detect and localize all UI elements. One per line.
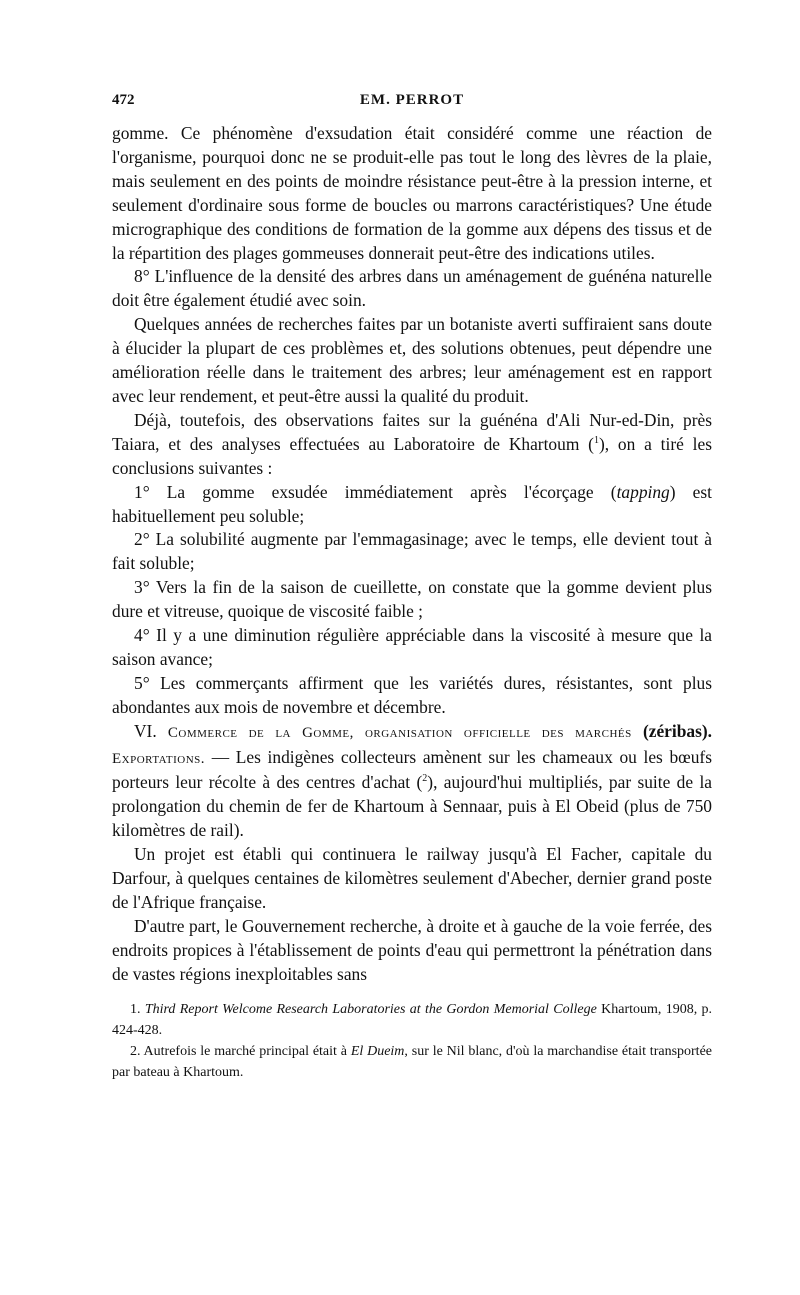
paragraph: gomme. Ce phénomène d'exsudation était considéré comme une réaction de l'organisme, pourquoi donc ne se produit-elle pas tout le long des lèvres de la plaie, mais seulement en des points de moindre résistance peut-être à la pression interne, et seulement d'ordinaire sous forme de boucles ou marrons caractéristiques? Une étude micrographique des conditions de formation de la gomme aux dépens des tissus et de la répartition des plages gommeuses donnerait peut-être des indications utiles.	[112, 123, 712, 263]
footnote-text: 2. Autrefois le marché principal était à	[130, 1043, 351, 1059]
footnote-ref: 1	[593, 434, 599, 446]
section-number: VI.	[134, 720, 157, 741]
running-title: EM. PERROT	[359, 92, 465, 108]
paragraph-text: ), aujourd'hui multipliés, par suite de la prolongation du chemin de fer de Khartoum à Sennaar, puis à El Obeid (plus de 750 kilomètres de rail).	[112, 772, 712, 841]
footnote	[112, 1041, 712, 1083]
section-paragraph	[112, 720, 712, 844]
paragraph: D'autre part, le Gouvernement recherche, à droite et à gauche de la voie ferrée, des endroits propices à l'établissement de points d'eau qui permettront la pénétration dans de vastes régions inexploitables sans	[112, 915, 712, 984]
footnote-number: 1.	[130, 1001, 145, 1017]
paragraph: Quelques années de recherches faites par un botaniste averti suffiraient sans doute à élucider la plupart de ces problèmes et, des solutions obtenues, peut dépendre une amélioration réelle dans le traitement des arbres; leur aménagement est en rapport avec leur rendement, et peut-être aussi la qualité du produit.	[112, 314, 712, 406]
footnote-text: , sur le Nil blanc, d'où la marchandise était transportée par bateau à Khartoum.	[112, 1043, 712, 1080]
paragraph: Un projet est établi qui continuera le railway jusqu'à El Facher, capitale du Darfour, à quelques centaines de kilomètres seulement d'Abecher, dernier grand poste de l'Afrique française.	[112, 844, 712, 912]
footnote-text: Khartoum, 1908, p. 424-428.	[112, 1001, 713, 1038]
paragraph	[112, 409, 712, 481]
page-number: 472	[112, 92, 135, 108]
section-heading: Commerce de la Gomme, organisation officielle des marchés	[167, 724, 632, 741]
italic-term: tapping	[616, 481, 670, 502]
section-subheading: Exportations.	[112, 750, 206, 767]
paragraph-text: ) est habituellement peu soluble;	[112, 481, 712, 526]
paragraph: 5° Les commerçants affirment que les variétés dures, résistantes, sont plus abondantes aux mois de novembre et décembre.	[112, 672, 712, 717]
paragraph: 4° Il y a une diminution régulière appréciable dans la viscosité à mesure que la saison avance;	[112, 625, 712, 669]
footnotes	[112, 999, 712, 1083]
page-header	[112, 92, 712, 116]
paragraph: 2° La solubilité augmente par l'emmagasinage; avec le temps, elle devient tout à fait soluble;	[112, 529, 712, 574]
footnote	[112, 999, 712, 1041]
paragraph-text: ), on a tiré les conclusions suivantes :	[112, 433, 712, 478]
section-heading-bold: (zéribas).	[642, 720, 712, 741]
paragraph: 8° L'influence de la densité des arbres dans un aménagement de guénéna naturelle doit être également étudié avec soin.	[112, 266, 712, 311]
paragraph-text: Déjà, toutefois, des observations faites sur la guénéna d'Ali Nur-ed-Din, près Taiara, et des analyses effectuées au Laboratoire de Khartoum (	[112, 409, 712, 454]
paragraph-text: — Les indigènes collecteurs amènent sur les chameaux ou les bœufs porteurs leur récolte à des centres d'achat (	[112, 746, 712, 793]
paragraph	[112, 481, 712, 529]
body-text	[112, 122, 712, 987]
paragraph: 3° Vers la fin de la saison de cueillette, on constate que la gomme devient plus dure et vitreuse, quoique de viscosité faible ;	[112, 577, 712, 622]
footnote-ref: 2	[422, 773, 428, 785]
book-page	[112, 92, 712, 1083]
footnote-place: El Dueim	[350, 1043, 405, 1059]
footnote-title: Third Report Welcome Research Laboratories at the Gordon Memorial College	[144, 1001, 597, 1017]
paragraph-text: 1° La gomme exsudée immédiatement après l'écorçage (	[134, 481, 617, 502]
